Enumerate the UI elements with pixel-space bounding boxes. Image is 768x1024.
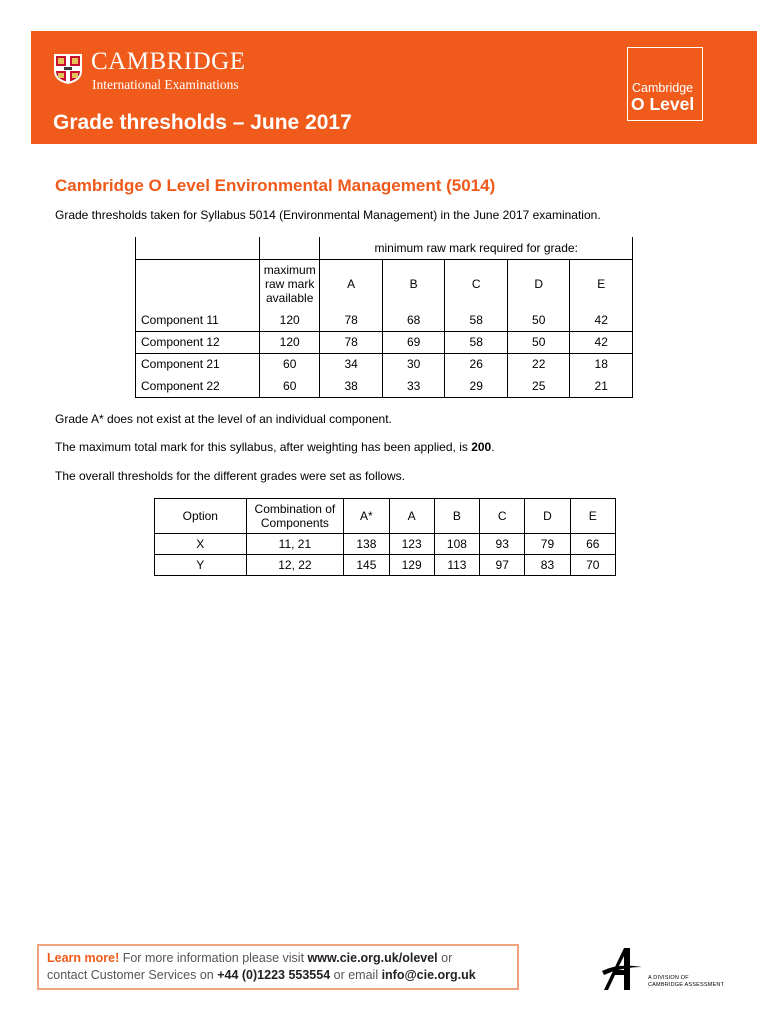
note-max-value: 200 (471, 440, 492, 454)
mark-cell: 83 (525, 555, 570, 576)
grade-header: C (445, 259, 508, 309)
mark-cell: 68 (382, 309, 445, 331)
olevel-logo-line1: Cambridge (632, 81, 694, 95)
mark-cell: 38 (320, 375, 383, 397)
mark-cell: 108 (434, 534, 479, 555)
combination-cell: 11, 21 (246, 534, 344, 555)
table-row (136, 331, 633, 353)
table-row (155, 534, 616, 555)
mark-cell: 30 (382, 353, 445, 375)
mark-cell: 129 (389, 555, 434, 576)
grade-header: D (507, 259, 570, 309)
note-overall: The overall thresholds for the different grades were set as follows. (55, 469, 405, 483)
mark-cell: 29 (445, 375, 508, 397)
max-mark-cell: 60 (259, 353, 319, 375)
learn-more-label: Learn more! (47, 951, 120, 965)
component-thresholds-table (135, 237, 633, 398)
table-header-row (136, 237, 633, 259)
footer-line-2 (47, 968, 476, 983)
note-max-end: . (491, 440, 495, 454)
mark-cell: 79 (525, 534, 570, 555)
column-header: C (480, 499, 525, 534)
mark-cell: 42 (570, 309, 633, 331)
footer-learn-more-box (37, 944, 519, 990)
mark-cell: 42 (570, 331, 633, 353)
mark-cell: 58 (445, 309, 508, 331)
table-row (136, 309, 633, 331)
mark-cell: 69 (382, 331, 445, 353)
mark-cell: 50 (507, 331, 570, 353)
column-header: D (525, 499, 570, 534)
page-title: Grade thresholds – June 2017 (53, 111, 352, 134)
column-header: E (570, 499, 615, 534)
phone-number: +44 (0)1223 553554 (217, 968, 331, 982)
max-mark-cell: 120 (259, 331, 319, 353)
table-header-row (155, 499, 616, 534)
combination-cell: 12, 22 (246, 555, 344, 576)
empty-header-cell (136, 237, 260, 259)
mark-cell: 58 (445, 331, 508, 353)
division-line-1: A DIVISION OF (648, 975, 689, 981)
footer-text: contact Customer Services on (47, 968, 218, 982)
syllabus-heading: Cambridge O Level Environmental Management (5014) (55, 176, 496, 195)
table-header-row (136, 259, 633, 309)
note-max-total (55, 440, 495, 455)
component-name: Component 22 (136, 375, 260, 397)
span-header: minimum raw mark required for grade: (320, 237, 633, 259)
header-banner (31, 31, 757, 144)
cambridge-subtitle: International Examinations (92, 77, 239, 92)
empty-header-cell (259, 237, 319, 259)
mark-cell: 123 (389, 534, 434, 555)
option-thresholds-table (154, 498, 616, 576)
column-header: Option (155, 499, 247, 534)
component-name: Component 12 (136, 331, 260, 353)
grade-header: A (320, 259, 383, 309)
footer-line-1 (47, 951, 452, 966)
division-text (648, 975, 724, 988)
olevel-logo (627, 47, 703, 121)
mark-cell: 34 (320, 353, 383, 375)
note-astar: Grade A* does not exist at the level of an individual component. (55, 412, 392, 426)
max-mark-header: maximum raw mark available (259, 259, 319, 309)
option-cell: X (155, 534, 247, 555)
mark-cell: 78 (320, 331, 383, 353)
mark-cell: 50 (507, 309, 570, 331)
column-header: A (389, 499, 434, 534)
mark-cell: 113 (434, 555, 479, 576)
mark-cell: 70 (570, 555, 615, 576)
mark-cell: 78 (320, 309, 383, 331)
mark-cell: 18 (570, 353, 633, 375)
cambridge-wordmark: CAMBRIDGE (91, 48, 246, 75)
empty-header-cell (136, 259, 260, 309)
mark-cell: 97 (480, 555, 525, 576)
mark-cell: 93 (480, 534, 525, 555)
website-link[interactable]: www.cie.org.uk/olevel (307, 951, 438, 965)
table-row (136, 375, 633, 397)
column-header: B (434, 499, 479, 534)
email-link[interactable]: info@cie.org.uk (381, 968, 476, 982)
division-line-2: CAMBRIDGE ASSESSMENT (648, 981, 725, 988)
mark-cell: 21 (570, 375, 633, 397)
mark-cell: 25 (507, 375, 570, 397)
footer-text: or email (330, 968, 382, 982)
mark-cell: 22 (507, 353, 570, 375)
university-crest-icon (53, 53, 83, 85)
cambridge-assessment-logo-icon (600, 945, 646, 993)
grade-header: E (570, 259, 633, 309)
grade-header: B (382, 259, 445, 309)
footer-text: For more information please visit (119, 951, 308, 965)
mark-cell: 145 (344, 555, 389, 576)
mark-cell: 26 (445, 353, 508, 375)
footer-text: or (437, 951, 453, 965)
column-header: A* (344, 499, 389, 534)
component-name: Component 11 (136, 309, 260, 331)
table-row (136, 353, 633, 375)
mark-cell: 33 (382, 375, 445, 397)
max-mark-cell: 60 (259, 375, 319, 397)
olevel-logo-line2: O Level (631, 94, 695, 114)
max-mark-cell: 120 (259, 309, 319, 331)
note-max-text: The maximum total mark for this syllabus, after weighting has been applied, is (55, 440, 472, 454)
component-name: Component 21 (136, 353, 260, 375)
table-row (155, 555, 616, 576)
mark-cell: 66 (570, 534, 615, 555)
option-cell: Y (155, 555, 247, 576)
mark-cell: 138 (344, 534, 389, 555)
column-header: Combination of Components (246, 499, 344, 534)
intro-paragraph: Grade thresholds taken for Syllabus 5014 (Environmental Management) in the June 2017 examination. (55, 208, 601, 222)
